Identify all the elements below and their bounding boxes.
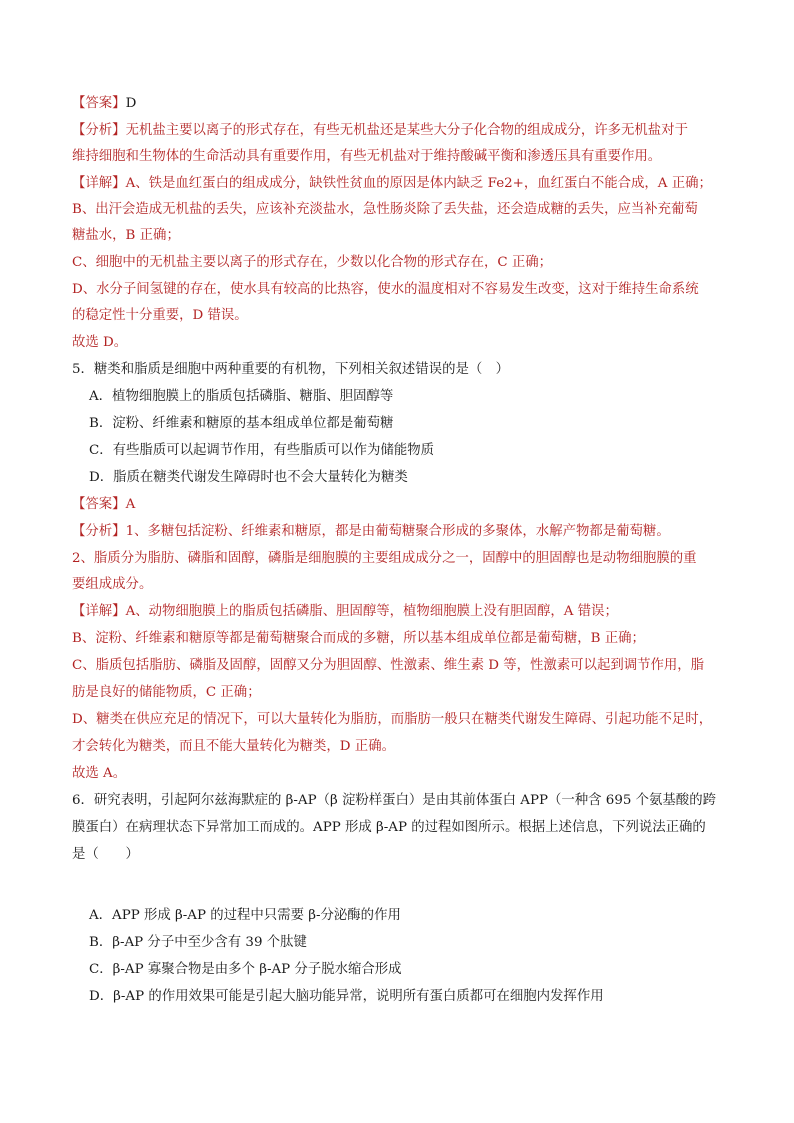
q5-detail-line-4: 肪是良好的储能物质，C 正确； <box>72 685 261 700</box>
q5-detail-line-2: B、淀粉、纤维素和糖原等都是葡萄糖聚合而成的多糖，所以基本组成单位都是葡萄糖，B 正确； <box>72 631 645 646</box>
answer-tag: 【答案】 <box>72 497 126 512</box>
q6-option-d: D．β-AP 的作用效果可能是引起大脑功能异常，说明所有蛋白质都可在细胞内发挥作用 <box>89 989 604 1004</box>
q5-analysis-line-2: 2、脂质分为脂肪、磷脂和固醇，磷脂是细胞膜的主要组成成分之一，固醇中的胆固醇也是动物细胞膜的重 <box>72 551 697 566</box>
q5-answer-line <box>72 495 135 515</box>
q4-conclusion: 故选 D。 <box>72 335 128 350</box>
q5-analysis-line-3: 要组成成分。 <box>72 577 153 592</box>
q5-detail-line-3: C、脂质包括脂肪、磷脂及固醇，固醇又分为胆固醇、性激素、维生素 D 等，性激素可以起到调节作用，脂 <box>72 658 705 673</box>
q4-detail-line-6: 的稳定性十分重要，D 错误。 <box>72 308 248 323</box>
q5-conclusion: 故选 A。 <box>72 766 127 781</box>
q4-detail-line-2: B、出汗会造成无机盐的丢失，应该补充淡盐水，急性肠炎除了丢失盐，还会造成糖的丢失，应当补充葡萄 <box>72 202 698 217</box>
q4-detail-text-1: A、铁是血红蛋白的组成成分，缺铁性贫血的原因是体内缺乏 Fe2+，血红蛋白不能合成，A 正确； <box>125 176 712 191</box>
detail-tag: 【详解】 <box>72 176 126 191</box>
q5-stem: 5．糖类和脂质是细胞中两种重要的有机物，下列相关叙述错误的是（ ） <box>72 362 510 377</box>
q4-analysis-line-2: 维持细胞和生物体的生命活动具有重要作用，有些无机盐对于维持酸碱平衡和渗透压具有重要作用。 <box>72 149 662 164</box>
analysis-tag: 【分析】 <box>72 123 126 138</box>
q6-stem-line-2: 膜蛋白）在病理状态下异常加工而成的。APP 形成 β-AP 的过程如图所示。根据上述信息，下列说法正确的 <box>72 820 706 835</box>
q5-option-a: A．植物细胞膜上的脂质包括磷脂、糖脂、胆固醇等 <box>89 389 394 404</box>
q5-detail-text-1: A、动物细胞膜上的脂质包括磷脂、胆固醇等，植物细胞膜上没有胆固醇，A 错误； <box>125 604 618 619</box>
q5-detail-line-1 <box>72 602 618 622</box>
q4-analysis-text-1: 无机盐主要以离子的形式存在，有些无机盐还是某些大分子化合物的组成成分，许多无机盐对于 <box>125 123 688 138</box>
q6-stem-line-1: 6．研究表明，引起阿尔兹海默症的 β-AP（β 淀粉样蛋白）是由其前体蛋白 APP（一种含 695 个氨基酸的跨 <box>72 793 716 808</box>
q5-detail-line-6: 才会转化为糖类，而且不能大量转化为糖类，D 正确。 <box>72 739 395 754</box>
q5-answer: A <box>125 497 136 512</box>
q4-answer-line <box>72 94 136 114</box>
q6-option-a: A．APP 形成 β-AP 的过程中只需要 β-分泌酶的作用 <box>89 908 401 923</box>
q5-detail-line-5: D、糖类在供应充足的情况下，可以大量转化为脂肪，而脂肪一般只在糖类代谢发生障碍、引起功能不足时， <box>72 712 713 727</box>
q5-analysis-text-1: 1、多糖包括淀粉、纤维素和糖原，都是由葡萄糖聚合形成的多聚体，水解产物都是葡萄糖。 <box>125 524 670 539</box>
q6-stem-line-3: 是（ ） <box>72 847 139 862</box>
q6-option-c: C．β-AP 寡聚合物是由多个 β-AP 分子脱水缩合形成 <box>89 962 402 977</box>
q4-detail-line-4: C、细胞中的无机盐主要以离子的形式存在，少数以化合物的形式存在，C 正确； <box>72 255 553 270</box>
q4-analysis-line-1 <box>72 121 688 141</box>
q5-option-b: B．淀粉、纤维素和糖原的基本组成单位都是葡萄糖 <box>89 416 394 431</box>
q4-answer: D <box>125 96 137 111</box>
q4-detail-line-1 <box>72 174 712 194</box>
q4-detail-line-5: D、水分子间氢键的存在，使水具有较高的比热容，使水的温度相对不容易发生改变，这对于维持生命系统 <box>72 282 699 297</box>
q5-option-d: D．脂质在糖类代谢发生障碍时也不会大量转化为糖类 <box>89 470 408 485</box>
q5-analysis-line-1 <box>72 522 670 542</box>
answer-tag: 【答案】 <box>72 96 126 111</box>
q5-option-c: C．有些脂质可以起调节作用，有些脂质可以作为储能物质 <box>89 443 435 458</box>
q6-option-b: B．β-AP 分子中至少含有 39 个肽键 <box>89 935 307 950</box>
analysis-tag: 【分析】 <box>72 524 126 539</box>
q4-detail-line-3: 糖盐水，B 正确； <box>72 228 180 243</box>
detail-tag: 【详解】 <box>72 604 126 619</box>
